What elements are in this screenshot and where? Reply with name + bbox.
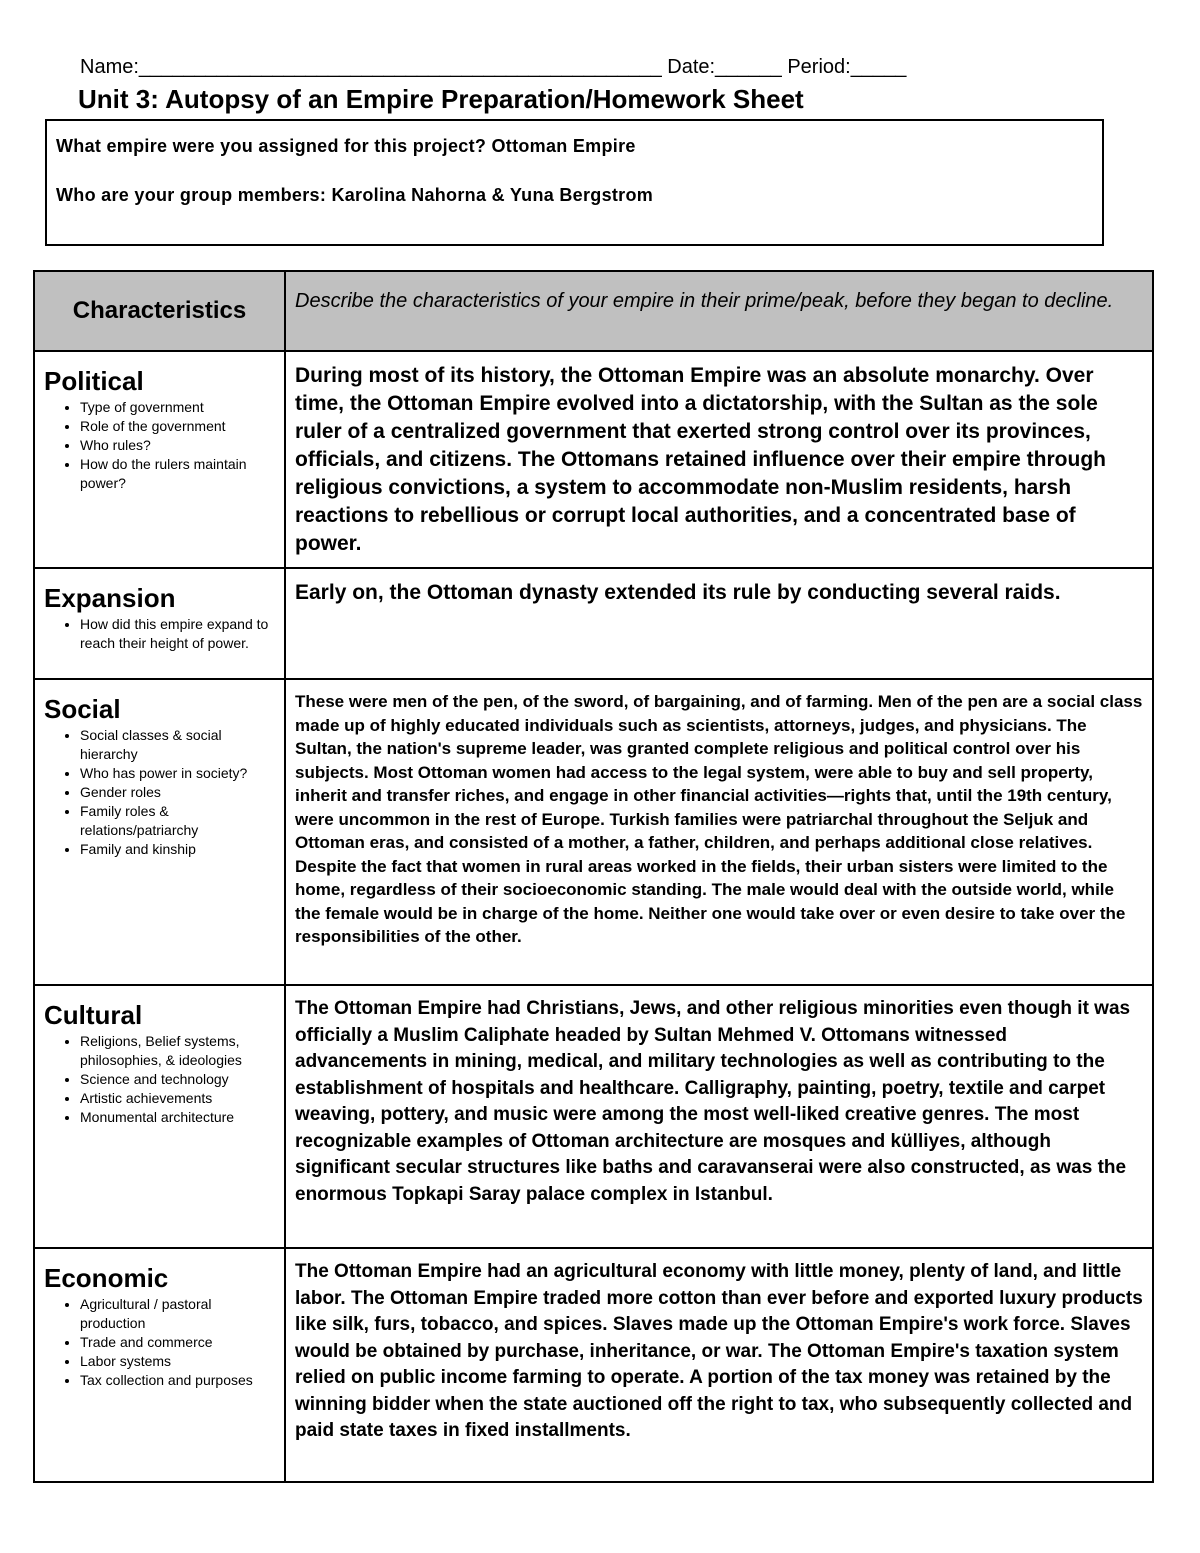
prompt-item: • Agricultural / pastoral production <box>80 1295 278 1333</box>
prompt-item: • Type of government <box>80 398 278 417</box>
table-row <box>34 568 1153 679</box>
category-cell-social <box>34 679 285 985</box>
category-prompts <box>44 398 278 493</box>
assignment-info-box <box>45 119 1104 246</box>
prompt-item: • Who rules? <box>80 436 278 455</box>
category-cell-political <box>34 351 285 568</box>
category-title: Social <box>44 694 121 724</box>
answer-economic: The Ottoman Empire had an agricultural economy with little money, plenty of land, and little labor. The Ottoman Empire traded more cotton than ever before and exported luxury products like silk, furs, tobacco, and spices. Slaves made up the Ottoman Empire's work force. Slaves would be obtained by purchase, inheritance, or war. The Ottoman Empire's taxation system relied on public income farming to operate. A portion of the tax money was retained by the winning bidder when the state auctioned off the right to tax, who subsequently collected and paid state taxes in fixed installments. <box>285 1248 1153 1482</box>
prompt-item: • Science and technology <box>80 1070 278 1089</box>
prompt-item: • Who has power in society? <box>80 764 278 783</box>
category-prompts <box>44 615 278 653</box>
prompt-item: • Family roles & relations/patriarchy <box>80 802 278 840</box>
table-header-row <box>34 271 1153 351</box>
answer-political: During most of its history, the Ottoman Empire was an absolute monarchy. Over time, the Ottoman Empire evolved into a dictatorship, with the Sultan as the sole ruler of a centralized government that exerted strong control over its provinces, officials, and citizens. The Ottomans retained influence over their empire through religious convictions, a system to accommodate non-Muslim residents, harsh reactions to rebellious or corrupt local authorities, and a concentrated base of power. <box>285 351 1153 568</box>
category-prompts <box>44 726 278 859</box>
table-row <box>34 1248 1153 1482</box>
table-row <box>34 679 1153 985</box>
assigned-empire-line: What empire were you assigned for this project? Ottoman Empire <box>56 136 636 156</box>
answer-cultural: The Ottoman Empire had Christians, Jews, and other religious minorities even though it was officially a Muslim Caliphate headed by Sultan Mehmed V. Ottomans witnessed advancements in mining, medical, and military technologies as well as contributing to the establishment of hospitals and healthcare. Calligraphy, painting, poetry, textile and carpet weaving, pottery, and music were among the most well-liked creative genres. The most recognizable examples of Ottoman architecture are mosques and külliyes, although significant secular structures like baths and caravanserai were also constructed, as was the enormous Topkapi Saray palace complex in Istanbul. <box>285 985 1153 1248</box>
category-cell-economic <box>34 1248 285 1482</box>
answer-social: These were men of the pen, of the sword, of bargaining, and of farming. Men of the pen are a social class made up of highly educated individuals such as scientists, attorneys, judges, and physicians. The Sultan, the nation's supreme leader, was granted complete religious and political control over his subjects. Most Ottoman women had access to the legal system, were able to buy and sell property, inherit and transfer riches, and engage in other financial activities—rights that, until the 19th century, were uncommon in the rest of Europe. Turkish families were patriarchal throughout the Seljuk and Ottoman eras, and consisted of a mother, a father, children, and perhaps additional close relatives. Despite the fact that women in rural areas worked in the fields, their urban sisters were limited to the home, regardless of their socioeconomic standing. The male would deal with the outside world, while the female would be in charge of the home. Neither one would take over or even desire to take over the responsibilities of the other. <box>285 679 1153 985</box>
category-prompts <box>44 1032 278 1127</box>
category-title: Economic <box>44 1263 169 1293</box>
prompt-item: • Artistic achievements <box>80 1089 278 1108</box>
prompt-item: • Religions, Belief systems, philosophies, & ideologies <box>80 1032 278 1070</box>
prompt-item: • Tax collection and purposes <box>80 1371 278 1390</box>
prompt-item: • Labor systems <box>80 1352 278 1371</box>
prompt-item: • Trade and commerce <box>80 1333 278 1352</box>
prompt-item: • Monumental architecture <box>80 1108 278 1127</box>
header-instructions: Describe the characteristics of your empire in their prime/peak, before they began to decline. <box>285 271 1153 351</box>
group-members-line: Who are your group members: Karolina Nahorna & Yuna Bergstrom <box>56 185 654 205</box>
header-characteristics: Characteristics <box>34 271 285 351</box>
prompt-item: • Role of the government <box>80 417 278 436</box>
category-title: Cultural <box>44 1000 143 1030</box>
prompt-item: • Social classes & social hierarchy <box>80 726 278 764</box>
prompt-item: • Family and kinship <box>80 840 278 859</box>
category-title: Political <box>44 366 144 396</box>
prompt-item: • How did this empire expand to reach their height of power. <box>80 615 278 653</box>
table-row <box>34 985 1153 1248</box>
category-title: Expansion <box>44 583 176 613</box>
table-row <box>34 351 1153 568</box>
page-title: Unit 3: Autopsy of an Empire Preparation/Homework Sheet <box>78 84 804 114</box>
category-prompts <box>44 1295 278 1390</box>
characteristics-table <box>33 270 1154 1483</box>
prompt-item: • How do the rulers maintain power? <box>80 455 278 493</box>
category-cell-expansion <box>34 568 285 679</box>
answer-expansion: Early on, the Ottoman dynasty extended its rule by conducting several raids. <box>285 568 1153 679</box>
name-date-period-line: Name:_______________________________________________ Date:______ Period:_____ <box>80 56 907 78</box>
category-cell-cultural <box>34 985 285 1248</box>
prompt-item: • Gender roles <box>80 783 278 802</box>
